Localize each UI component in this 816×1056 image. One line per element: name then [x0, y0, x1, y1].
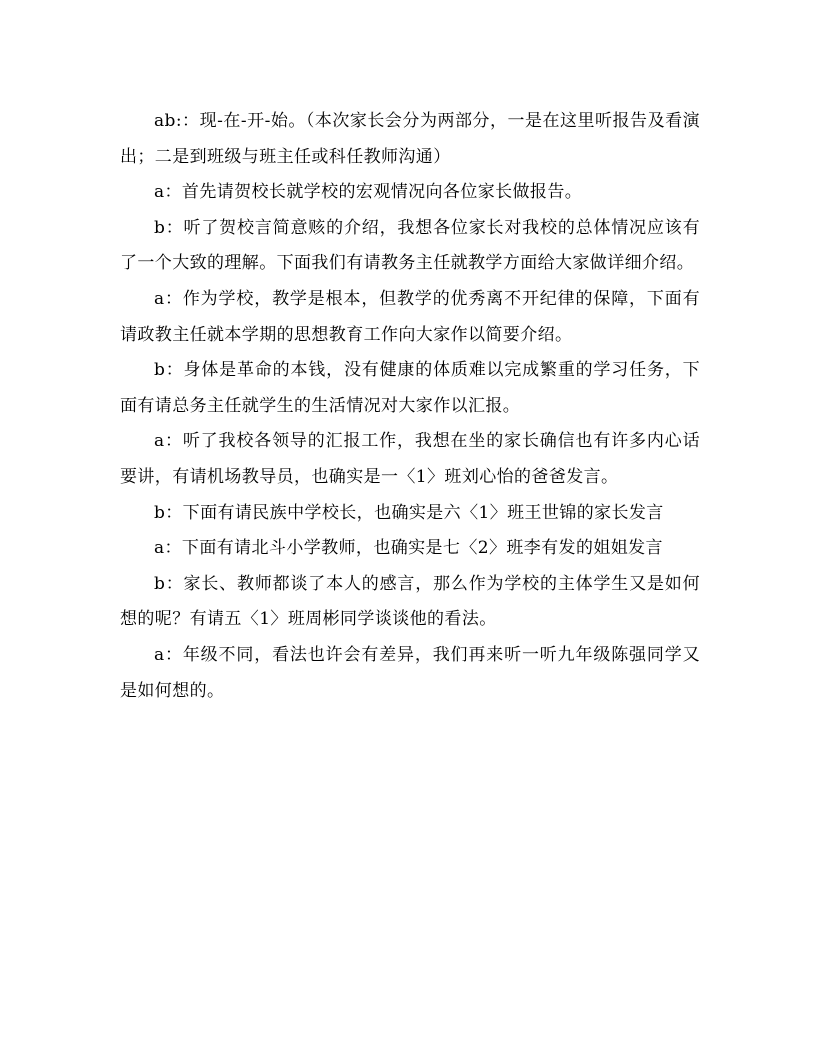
paragraph-parent-speech-1: a：听了我校各领导的汇报工作，我想在坐的家长确信也有许多内心话要讲，有请机场教导员，也确实是一〈1〉班刘心怡的爸爸发言。: [120, 431, 700, 487]
paragraph-student-speech-1: b：家长、教师都谈了本人的感言，那么作为学校的主体学生又是如何想的呢？有请五〈1〉班周彬同学谈谈他的看法。: [120, 573, 700, 630]
paragraph-parent-speech-3: a：下面有请北斗小学教师，也确实是七〈2〉班李有发的姐姐发言: [154, 538, 663, 559]
paragraph-political-director: a：作为学校，教学是根本，但教学的优秀离不开纪律的保障，下面有请政教主任就本学期的思想教育工作向大家作以简要介绍。: [120, 288, 700, 345]
paragraph-opening: ab:：现-在-开-始。（本次家长会分为两部分，一是在这里听报告及看演出；二是到班级与班主任或科任教师沟通）: [120, 111, 700, 167]
paragraph-student-speech-2: a：年级不同，看法也许会有差异，我们再来听一听九年级陈强同学又是如何想的。: [120, 644, 700, 701]
paragraph-general-affairs: b：身体是革命的本钱，没有健康的体质难以完成繁重的学习任务，下面有请总务主任就学生的生活情况对大家作以汇报。: [120, 360, 700, 416]
paragraph-academic-director: b：听了贺校言简意赅的介绍，我想各位家长对我校的总体情况应该有了一个大致的理解。下面我们有请教务主任就教学方面给大家做详细介绍。: [120, 217, 700, 274]
document-body: [120, 104, 700, 709]
paragraph-principal-report: a：首先请贺校长就学校的宏观情况向各位家长做报告。: [154, 182, 583, 203]
paragraph-parent-speech-2: b：下面有请民族中学校长，也确实是六〈1〉班王世锦的家长发言: [154, 502, 664, 523]
